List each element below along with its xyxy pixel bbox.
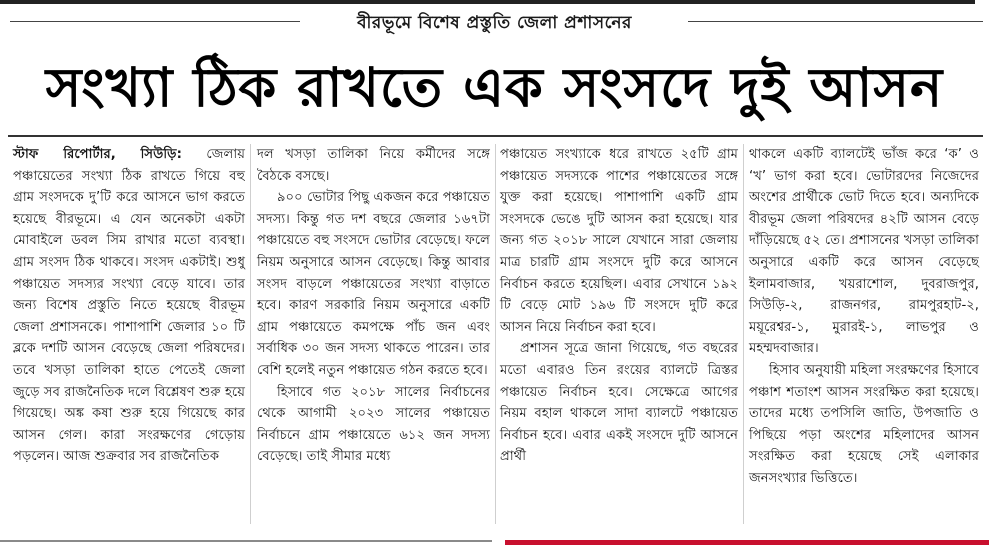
column-divider [743,144,744,524]
paragraph: থাকলে একটি ব্যালটেই ভাঁজ করে ‘ক’ ও ‘খ’ ভাগ করা হবে। ভোটারদের নিজেদের অংশের প্রার্থীকে ভোট দিতে হবে। অন্যদিকে বীরভূম জেলা পরিষদের ৪২টি আসন বেড়ে দাঁড়িয়েছে ৫২ তে। প্রশাসনের খসড়া তালিকা অনুসারে একটি করে আসন বেড়েছে ইলামবাজার, খয়রাশোল, দুবরাজপুর, সিউড়ি-২, রাজনগর, রামপুরহাট-২, ময়ূরেশ্বর-১, মুরারই-১, লাভপুর ও মহম্মদবাজার। [749,147,979,357]
paragraph: দল খসড়া তালিকা নিয়ে কর্মীদের সঙ্গে বৈঠকে বসছে। [257,147,490,184]
paragraph-text: জেলায় পঞ্চায়েতের সংখ্যা ঠিক রাখতে গিয়ে বহু গ্রাম সংসদকে দু’টি করে আসনে ভাগ করতে হয়েছে বীরভূমে। এ যেন অনেকটা একটা মোবাইলে ডবল সিম রাখার মতো ব্যবস্থা। গ্রাম সংসদ ঠিক থাকবে। সংসদ একটাই। শুধু পঞ্চায়েত সদস্যর সংখ্যা বেড়ে যাবে। তার জন্য বিশেষ প্রস্তুতি নিতে হয়েছে বীরভূম জেলা প্রশাসনকে। পাশাপাশি জেলার ১০ টি ব্লকে দশটি আসন বেড়েছে জেলা পরিষদের। তবে খসড়া তালিকা হাতে পেতেই জেলা জুড়ে সব রাজনৈতিক দলে বিশ্লেষণ শুরু হয়ে গিয়েছে। অঙ্ক কষা শুরু হয়ে গিয়েছে কার আসন গেল। কারা সংরক্ষণের গেড়োয় পড়লেন। আজ শুক্রবার সব রাজনৈতিক [13,147,245,465]
column-1 [13,144,245,468]
column-3 [500,144,738,468]
paragraph: হিসাবে গত ২০১৮ সালের নির্বাচনের থেকে আগামী ২০২৩ সালের পঞ্চায়েত নির্বাচনে গ্রাম পঞ্চায়েতে ৬১২ জন সদস্য বেড়েছে। তাই সীমার মধ্যে [257,384,490,465]
headline-rule [8,135,983,137]
byline: স্টাফ রিপোর্টার, সিউড়ি: [13,147,182,162]
paragraph: পঞ্চায়েত সংখ্যাকে ধরে রাখতে ২৫টি গ্রাম পঞ্চায়েত সদস্যকে পাশের পঞ্চায়েতের সঙ্গে যুক্ত করা হয়েছে। পাশাপাশি একটি গ্রাম সংসদকে ভেঙে দুটি আসন করা হয়েছে। যার জন্য গত ২০১৮ সালে যেখানে সারা জেলায় মাত্র চারটি গ্রাম সংসদে দুটি করে আসনে নির্বাচন করতে হয়েছিল। এবার সেখানে ১৯২ টি বেড়ে মোট ১৯৬ টি সংসদে দুটি করে আসন নিয়ে নির্বাচন করা হবে। [500,147,738,335]
paragraph: প্রশাসন সূত্রে জানা গিয়েছে, গত বছরের মতো এবারও তিন রংয়ের ব্যালটে ত্রিস্তর পঞ্চায়েত নির্বাচন হবে। সেক্ষেত্রে আগের নিয়ম বহাল থাকলে সাদা ব্যালটে পঞ্চায়েত নির্বাচন হবে। এবার একই সংসদে দুটি আসনে প্রার্থী [500,341,738,465]
top-border [0,0,975,4]
column-4 [749,144,979,490]
kicker: বীরভূমে বিশেষ প্রস্তুতি জেলা প্রশাসনের [357,13,632,33]
column-divider [495,144,496,524]
paragraph [13,144,245,468]
footer-accent-bar [505,540,989,545]
column-divider [250,144,251,524]
headline: সংখ্যা ঠিক রাখতে এক সংসদে দুই আসন [45,56,944,119]
column-2 [257,144,490,468]
paragraph: ৯০০ ভোটার পিছু একজন করে পঞ্চায়েত সদস্য। কিন্তু গত দশ বছরে জেলার ১৬৭টা পঞ্চায়েতে বহু সংসদে ভোটার বেড়েছে। ফলে নিয়ম অনুসারে আসন বেড়েছে। কিন্তু আবার সংসদ বাড়লে পঞ্চায়েতের সংখ্যা বাড়াতে হবে। কারণ সরকারি নিয়ম অনুসারে একটি গ্রাম পঞ্চায়েতে কমপক্ষে পাঁচ জন এবং সর্বাধিক ৩০ জন সদস্য থাকতে পারেন। তার বেশি হলেই নতুন পঞ্চায়েত গঠন করতে হবে। [257,190,490,378]
paragraph: হিসাব অনুযায়ী মহিলা সংরক্ষণের হিসাবে পঞ্চাশ শতাংশ আসন সংরক্ষিত করা হয়েছে। তাদের মধ্যে তপসিলি জাতি, উপজাতি ও পিছিয়ে পড়া অংশের মহিলাদের আসন সংরক্ষিত করা হয়েছে সেই এলাকার জনসংখ্যার ভিত্তিতে। [749,362,980,486]
footer-rule [0,540,492,542]
